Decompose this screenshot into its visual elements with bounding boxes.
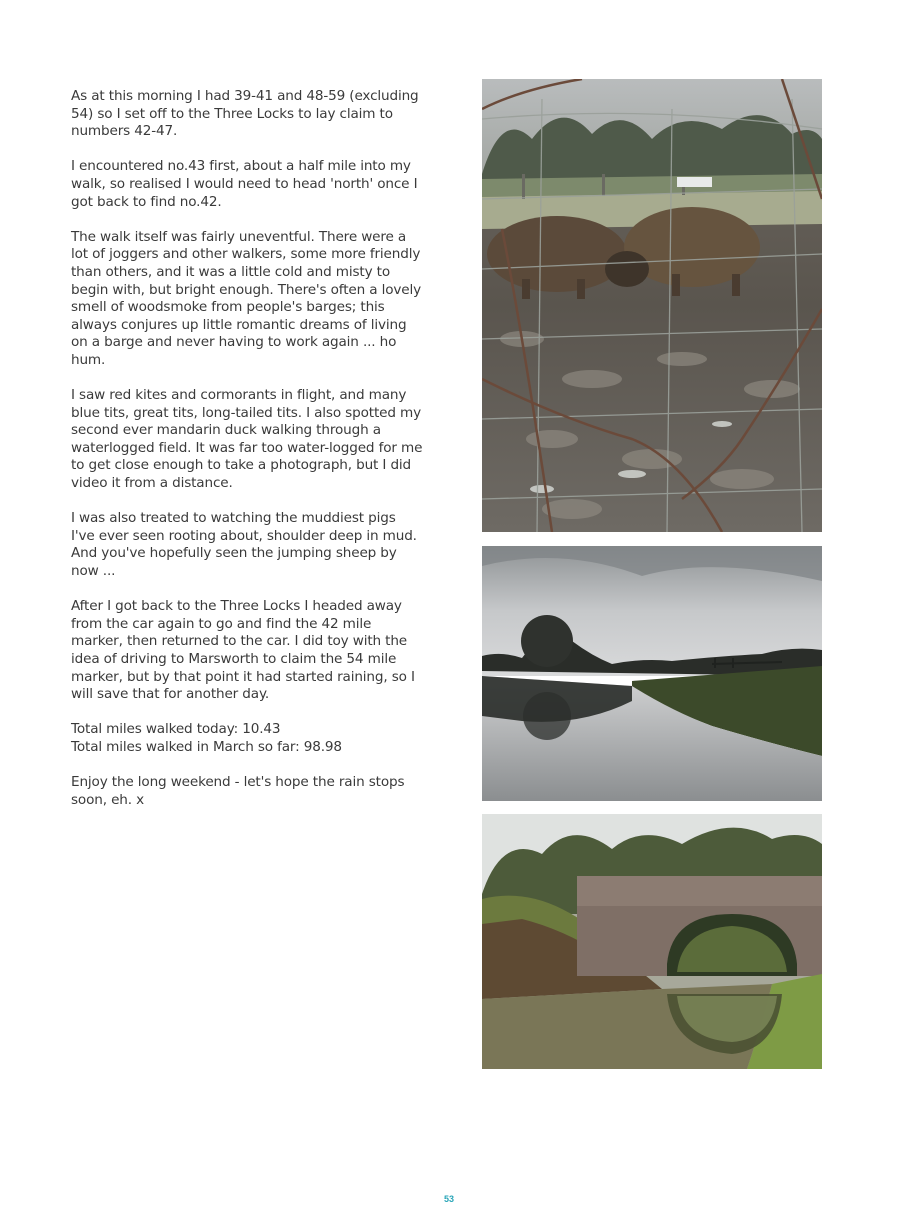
paragraph-birds: I saw red kites and cormorants in flight, and many blue tits, great tits, long-tailed tits. I also spotted my second ever mandarin duck walking through a waterlogged field. It was far too water-logged for me to get close enough to take a photograph, but I did video it from a distance.: [71, 387, 423, 492]
photo-canal-bridge: [482, 814, 822, 1069]
paragraph-walk: The walk itself was fairly uneventful. There were a lot of joggers and other walkers, some more friendly than others, and it was a little cold and misty to begin with, but bright enough. There's often a lovely smell of woodsmoke from people's barges; this always conjures up little romantic dreams of living on a barge and never having to work again ... ho hum.: [71, 228, 421, 368]
page-number: 53: [443, 1194, 454, 1204]
paragraph-pigs: I was also treated to watching the muddiest pigs I've ever seen rooting about, shoulder deep in mud. And you've hopefully seen the jumping sheep by now ...: [71, 510, 417, 580]
photo-canal-reflection: [482, 546, 822, 801]
paragraph-first-marker: I encountered no.43 first, about a half mile into my walk, so realised I would need to head 'north' once I got back to find no.42.: [71, 158, 418, 210]
photo-muddy-pigs: [482, 79, 822, 532]
stat-miles-today: Total miles walked today: 10.43: [71, 721, 281, 738]
paragraph-signoff: Enjoy the long weekend - let's hope the rain stops soon, eh. x: [71, 774, 405, 808]
paragraph-return: After I got back to the Three Locks I headed away from the car again to go and find the 42 mile marker, then returned to the car. I did toy with the idea of driving to Marsworth to claim the 54 mile marker, but by that point it had started raining, so I will save that for another day.: [71, 598, 415, 703]
stat-miles-march: Total miles walked in March so far: 98.98: [71, 738, 342, 755]
paragraph-intro: As at this morning I had 39-41 and 48-59 (excluding 54) so I set off to the Three Locks to lay claim to numbers 42-47.: [71, 88, 419, 140]
article-body: [71, 88, 423, 827]
